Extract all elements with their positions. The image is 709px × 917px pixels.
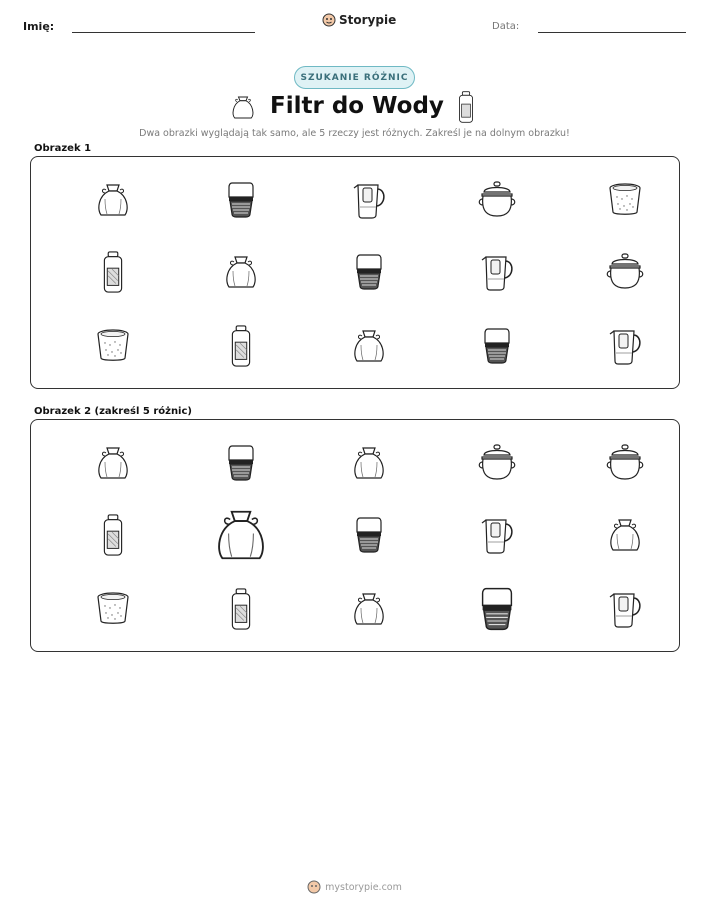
instructions: Dwa obrazki wyglądają tak samo, ale 5 rzeczy jest różnych. Zakreśl je na dolnym obrazku! — [139, 128, 570, 139]
picture1-panel — [30, 156, 680, 389]
page-title: Filtr do Wody — [270, 93, 444, 119]
pitcher-icon — [477, 513, 517, 557]
date-label: Data: — [492, 21, 520, 32]
title-row — [0, 91, 709, 125]
cartridge-icon — [349, 513, 389, 557]
pitcher-icon — [477, 250, 517, 294]
cartridge-icon — [473, 578, 521, 640]
storypie-mascot-icon — [322, 13, 336, 27]
cup-icon — [605, 178, 645, 222]
bag-icon — [605, 513, 645, 557]
bag-icon — [349, 324, 389, 368]
cartridge-icon — [477, 324, 517, 368]
category-badge: SZUKANIE RÓŻNIC — [294, 66, 415, 89]
bag-icon — [349, 587, 389, 631]
bottle-icon — [221, 324, 261, 368]
picture2-panel[interactable] — [30, 419, 680, 652]
pot-icon — [477, 441, 517, 485]
cartridge-icon — [221, 441, 261, 485]
pot-icon — [605, 441, 645, 485]
pitcher-icon — [605, 587, 645, 631]
pot-icon — [605, 250, 645, 294]
bag-icon — [228, 91, 258, 121]
footer — [0, 880, 709, 894]
bottle-icon — [93, 250, 133, 294]
bag-icon — [93, 178, 133, 222]
name-label: Imię: — [23, 20, 55, 33]
bag-icon — [210, 502, 272, 568]
cup-icon — [93, 324, 133, 368]
cup-icon — [93, 587, 133, 631]
picture2-label: Obrazek 2 (zakreśl 5 różnic) — [34, 406, 192, 417]
picture1-label: Obrazek 1 — [34, 143, 92, 154]
bottle-icon — [93, 513, 133, 557]
pitcher-icon — [349, 178, 389, 222]
brand-name: Storypie — [339, 13, 397, 27]
bag-icon — [221, 250, 261, 294]
pitcher-icon — [605, 324, 645, 368]
footer-url: mystorypie.com — [325, 881, 402, 893]
name-field-line[interactable] — [72, 32, 255, 33]
bottle-icon — [457, 91, 475, 123]
bottle-icon — [221, 587, 261, 631]
brand-logo — [322, 13, 396, 27]
storypie-mascot-icon — [307, 880, 321, 894]
cartridge-icon — [221, 178, 261, 222]
bag-icon — [349, 441, 389, 485]
date-field-line[interactable] — [538, 32, 686, 33]
cartridge-icon — [349, 250, 389, 294]
pot-icon — [477, 178, 517, 222]
worksheet-header — [0, 0, 709, 50]
bag-icon — [93, 441, 133, 485]
